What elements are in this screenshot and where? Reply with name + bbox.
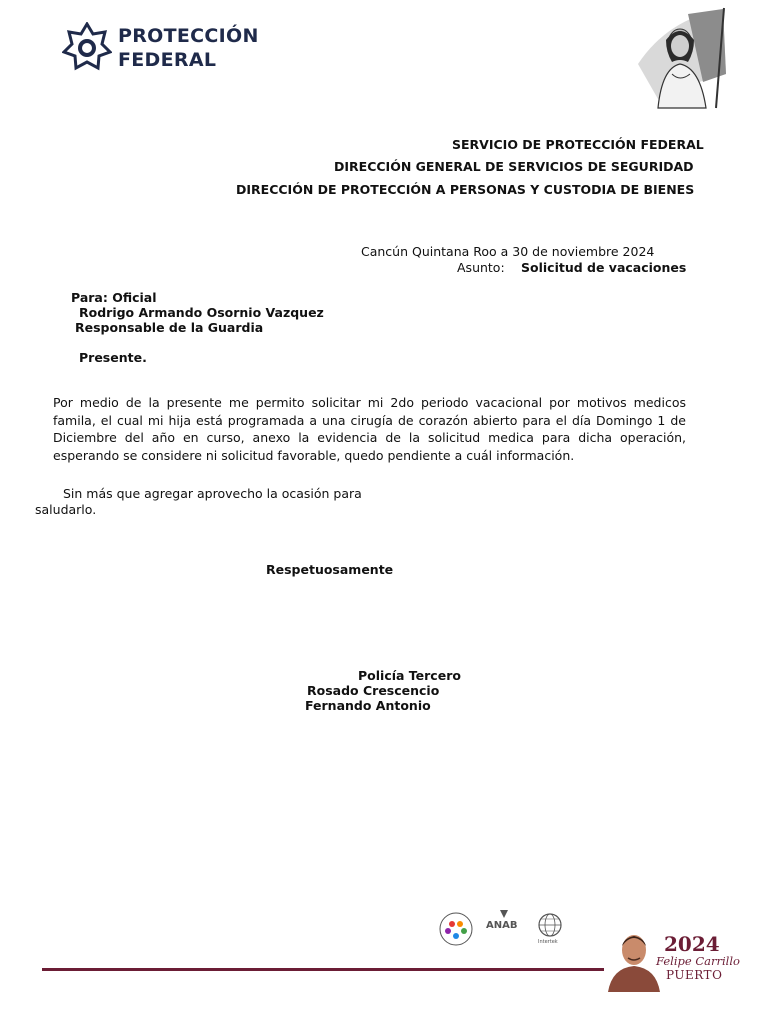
signer-name-2: Fernando Antonio [305, 698, 431, 713]
body-paragraph: Por medio de la presente me permito solicitar mi 2do periodo vacacional por motivos medicos famila, el cual mi hija está programada a una cirugía de corazón abierto para el día Domingo 1 de Diciembre del año en curso, anexo la evidencia de la solicitud medica para dicha operación, esperando se considere ni solicitud favorable, quedo pendiente a cuál información. [53, 395, 686, 463]
certification-logos [438, 908, 573, 950]
recipient-role: Responsable de la Guardia [75, 320, 264, 335]
footer-name: Felipe Carrillo [656, 954, 740, 968]
recipient-name: Rodrigo Armando Osornio Vazquez [79, 305, 324, 320]
subject-value: Solicitud de vacaciones [521, 260, 687, 275]
intertek-logo-text: Intertek [538, 939, 558, 945]
intertek-globe-icon [539, 914, 561, 936]
recipient-title: Para: Oficial [71, 290, 157, 305]
closing-paragraph: Sin más que agregar aprovecho la ocasión para saludarlo. [35, 486, 362, 517]
logo-text-line2: FEDERAL [118, 49, 217, 71]
header-line-1: SERVICIO DE PROTECCIÓN FEDERAL [452, 137, 704, 152]
heroine-portrait-illustration [628, 4, 728, 110]
police-star-icon [62, 22, 112, 74]
proteccion-federal-logo [62, 22, 282, 78]
anab-logo-text: ANAB [486, 920, 518, 931]
header-line-3: DIRECCIÓN DE PROTECCIÓN A PERSONAS Y CUSTODIA DE BIENES [236, 182, 695, 197]
subject-label: Asunto: [457, 260, 505, 275]
logo-text-line1: PROTECCIÓN [118, 25, 259, 47]
place-date: Cancún Quintana Roo a 30 de noviembre 2024 [361, 244, 655, 259]
signer-rank: Policía Tercero [358, 668, 461, 683]
felipe-carrillo-puerto-brand [604, 928, 740, 994]
gender-equality-seal-icon [440, 913, 472, 945]
salutation: Respetuosamente [266, 562, 394, 577]
portrait-illustration-icon [604, 928, 664, 994]
presente: Presente. [79, 350, 147, 365]
signer-name-1: Rosado Crescencio [307, 683, 440, 698]
header-line-2: DIRECCIÓN GENERAL DE SERVICIOS DE SEGURIDAD [334, 159, 694, 174]
footer-place: PUERTO [666, 968, 723, 982]
footer-divider [42, 968, 604, 971]
footer-year: 2024 [664, 932, 720, 956]
